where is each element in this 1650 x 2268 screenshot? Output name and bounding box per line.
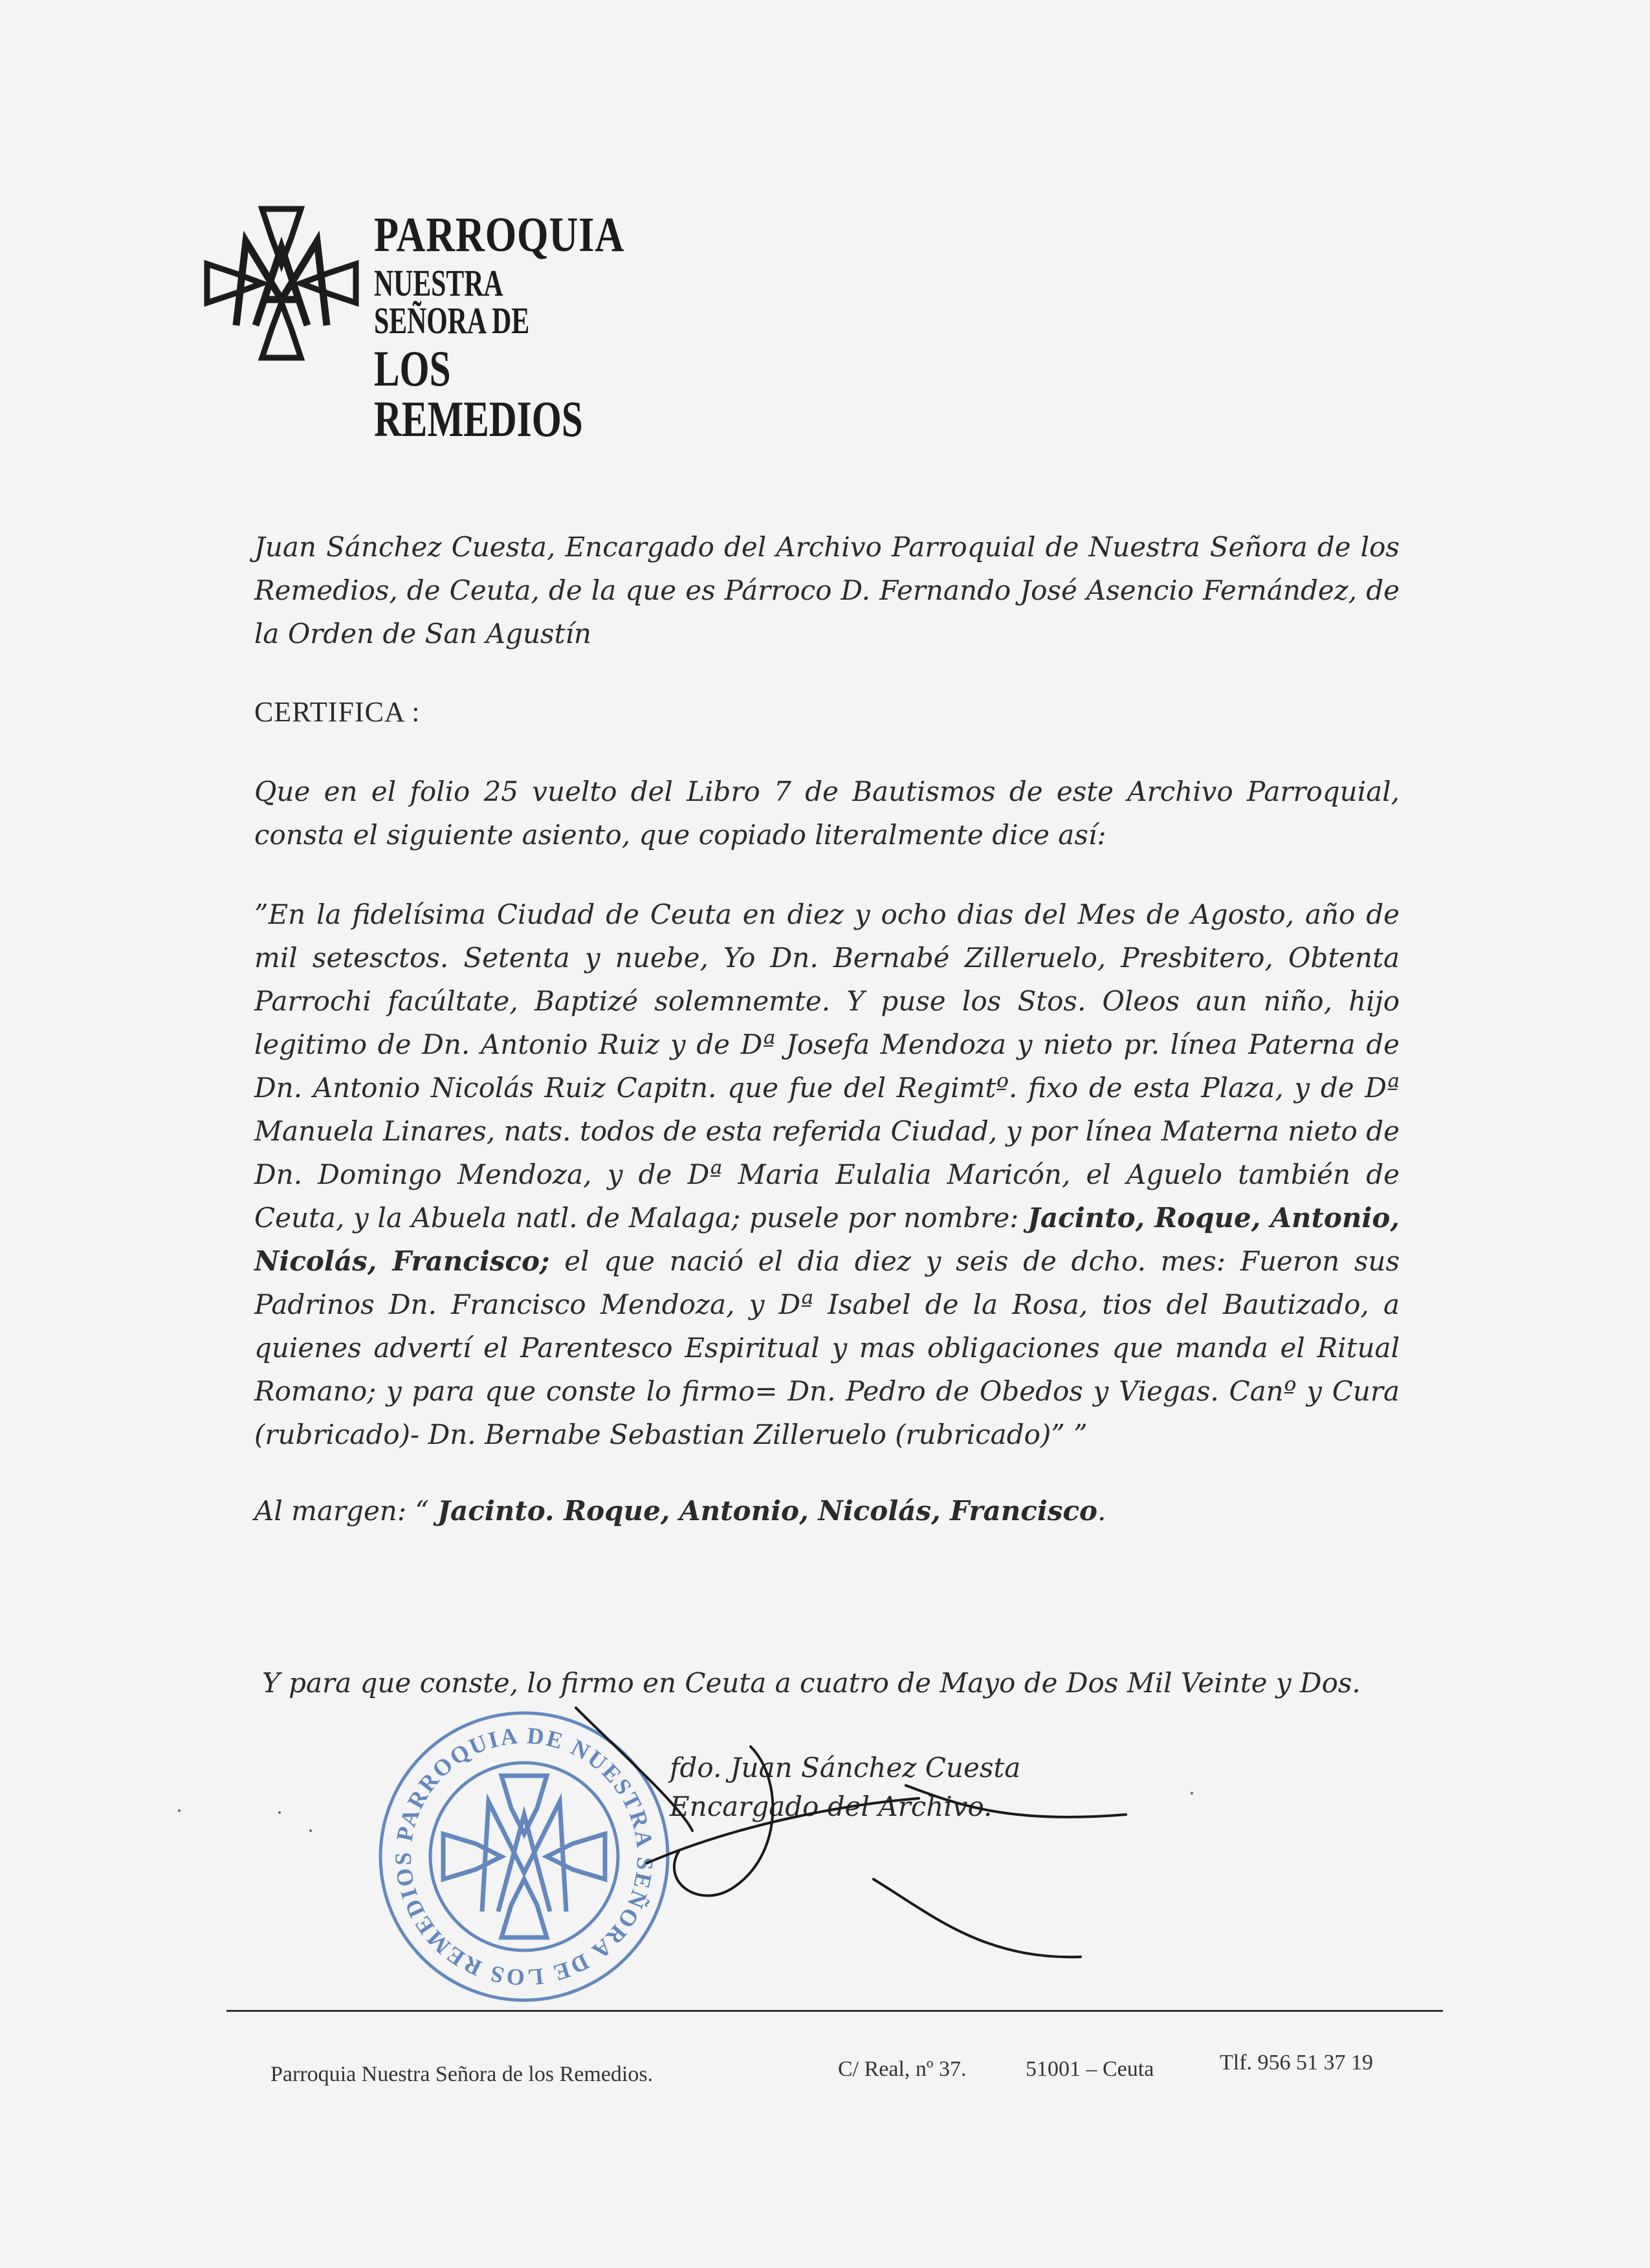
footer-rule: [226, 2010, 1443, 2012]
letterhead-line-1: PARROQUIA: [374, 208, 625, 262]
handwritten-signature: [569, 1695, 1152, 1986]
footer-phone: Tlf. 956 51 37 19: [1220, 2051, 1374, 2075]
margin-prefix: Al margen: “: [254, 1495, 438, 1527]
scan-speck: [178, 1809, 181, 1812]
margin-note: [254, 1489, 1400, 1532]
closing-paragraph: Y para que conste, lo firmo en Ceuta a cuatro de Mayo de Dos Mil Veinte y Dos.: [262, 1667, 1361, 1699]
margin-suffix: .: [1097, 1495, 1106, 1527]
certifica-heading: CERTIFICA :: [254, 696, 421, 728]
letterhead: [201, 197, 666, 447]
quote-text-1: ”En la fidelísima Ciudad de Ceuta en diez y ocho dias del Mes de Agosto, año de mil setesctos. Setenta y nuebe, Yo Dn. Bernabé Zilleruelo, Presbitero, Obtenta Parrochi facúltate, Baptizé solemnemte. Y puse los Stos. Oleos aun niño, hijo legitimo de Dn. Antonio Ruiz y de Dª Josefa Mendoza y nieto pr. línea Paterna de Dn. Antonio Nicolás Ruiz Capitn. que fue del Regimtº. fixo de esta Plaza, y de Dª Manuela Linares, nats. todos de esta referida Ciudad, y por línea Materna nieto de Dn. Domingo Mendoza, y de Dª Maria Eulalia Maricón, el Aguelo también de Ceuta, y la Abuela natl. de Malaga; pusele por nombre:: [254, 899, 1400, 1234]
signature-name: fdo. Juan Sánchez Cuesta: [670, 1752, 1021, 1783]
parish-logo-icon: [201, 202, 362, 364]
letterhead-text: [374, 208, 679, 447]
letterhead-line-3: LOS REMEDIOS: [374, 340, 583, 447]
footer-zip: 51001 – Ceuta: [1026, 2057, 1154, 2081]
footer-address: C/ Real, nº 37.: [838, 2057, 967, 2081]
footer-parish-name: Parroquia Nuestra Señora de los Remedios.: [270, 2062, 654, 2086]
margin-names: Jacinto. Roque, Antonio, Nicolás, Francisco: [437, 1495, 1098, 1527]
letterhead-line-2: NUESTRA SEÑORA DE: [374, 262, 530, 342]
baptized-names: Jacinto, Roque, Antonio, Nicolás, Francisco;: [254, 1202, 1400, 1277]
quote-text-2: el que nació el dia diez y seis de dcho. mes: Fueron sus Padrinos Dn. Francisco Mendoza, y Dª Isabel de la Rosa, tios del Bautizado, a quienes advertí el Parentesco Espiritual y mas obligaciones que manda el Ritual Romano; y para que conste lo firmo= Dn. Pedro de Obedos y Viegas. Canº y Cura (rubricado)- Dn. Bernabe Sebastian Zilleruelo (rubricado)” ”: [254, 1245, 1400, 1450]
intro-paragraph: Juan Sánchez Cuesta, Encargado del Archivo Parroquial de Nuestra Señora de los Remedios, de Ceuta, de la que es Párroco D. Fernando José Asencio Fernández, de la Orden de San Agustín: [254, 531, 1400, 649]
folio-paragraph: Que en el folio 25 vuelto del Libro 7 de Bautismos de este Archivo Parroquial, consta el siguiente asiento, que copiado literalmente dice así:: [254, 776, 1400, 851]
scan-speck: [309, 1829, 312, 1832]
baptism-record-quote: [254, 893, 1400, 1456]
signature-title: Encargado del Archivo.: [670, 1791, 993, 1822]
stamp-ring-text: PARROQUIA DE NUESTRA SEÑORA DE LOS REMEDIOS: [390, 1722, 659, 1991]
scan-speck: [278, 1811, 281, 1814]
scan-speck: [1191, 1792, 1193, 1794]
